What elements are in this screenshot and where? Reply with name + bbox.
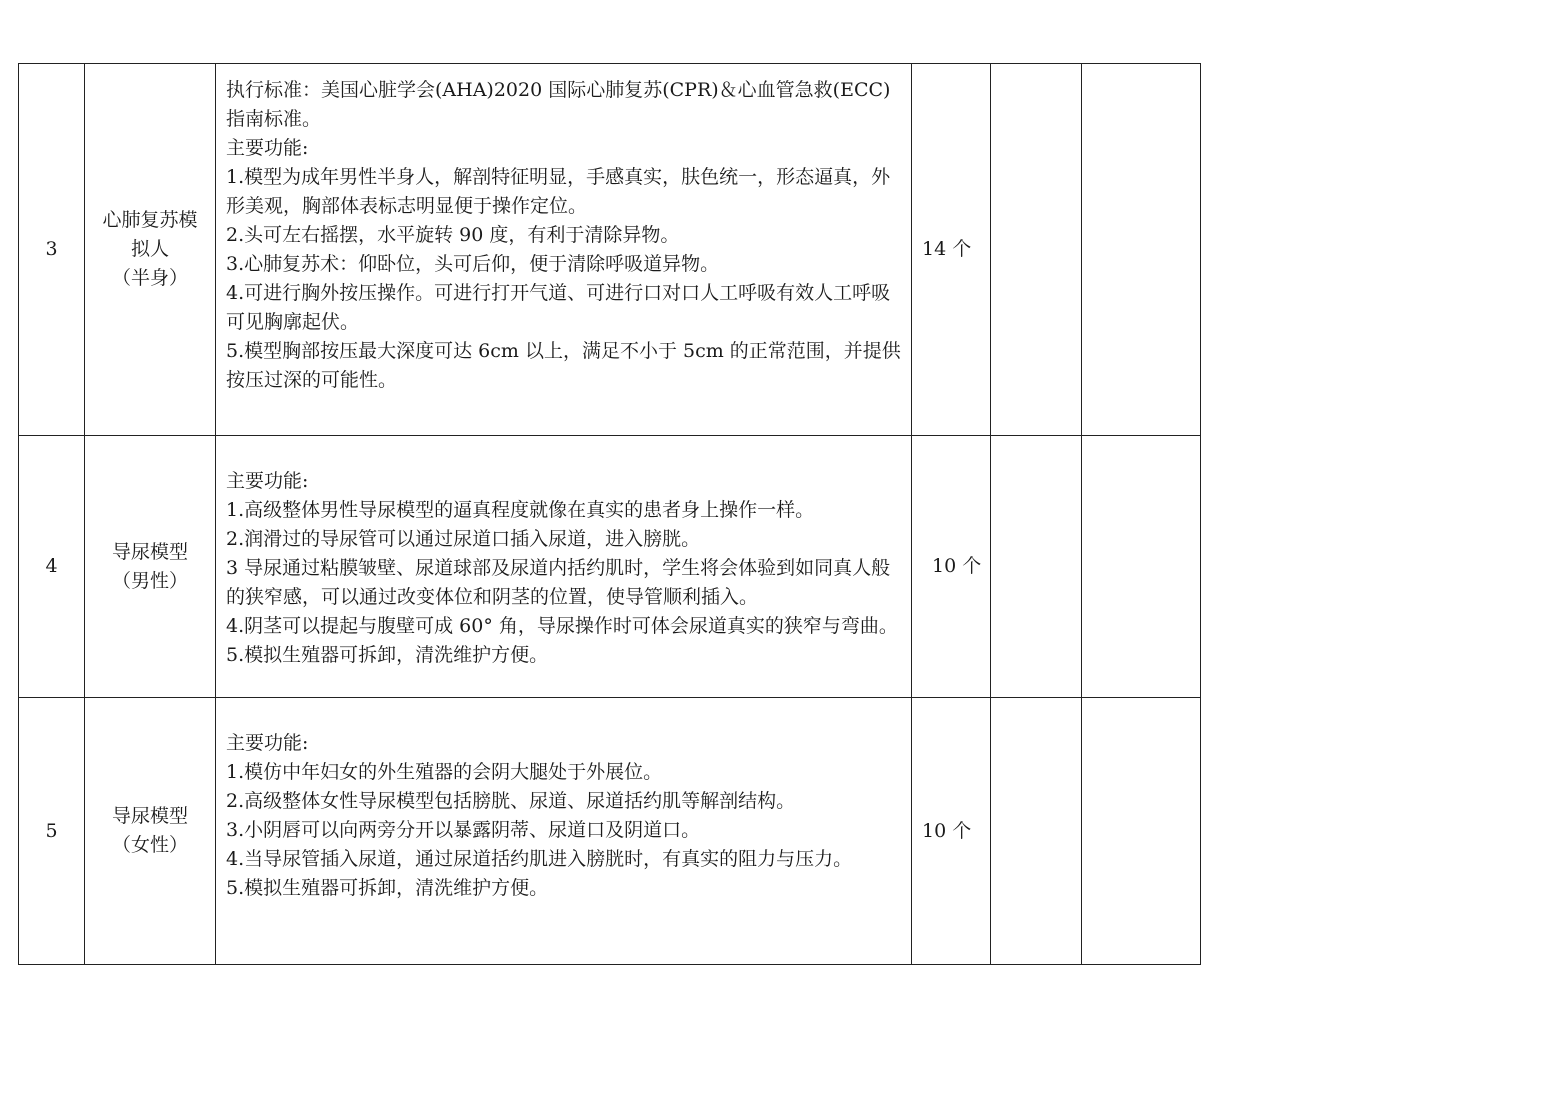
item-number: 4 [19, 436, 85, 698]
spec-table [18, 63, 1201, 965]
description-line: 主要功能: [226, 137, 309, 159]
item-name-line: 拟人 [130, 238, 169, 260]
item-name-line: 导尿模型 [111, 805, 188, 827]
description-line: 1.模型为成年男性半身人，解剖特征明显，手感真实，肤色统一，形态逼真，外形美观，胸部体表标志明显便于操作定位。 [226, 166, 891, 217]
item-quantity: 10 个 [912, 698, 991, 965]
empty-cell [991, 436, 1082, 698]
description-line: 3.小阴唇可以向两旁分开以暴露阴蒂、尿道口及阴道口。 [226, 819, 701, 841]
item-description [216, 698, 912, 965]
item-description [216, 64, 912, 436]
table-row [19, 64, 1201, 436]
item-name-line: （女性） [111, 834, 188, 856]
description-line: 主要功能: [226, 732, 309, 754]
item-name [85, 698, 216, 965]
description-line: 4.可进行胸外按压操作。可进行打开气道、可进行口对口人工呼吸有效人工呼吸可见胸廓起伏。 [226, 282, 891, 333]
item-description [216, 436, 912, 698]
description-line: 1.模仿中年妇女的外生殖器的会阴大腿处于外展位。 [226, 761, 663, 783]
empty-cell [1082, 436, 1201, 698]
empty-cell [1082, 64, 1201, 436]
description-line: 2.润滑过的导尿管可以通过尿道口插入尿道，进入膀胱。 [226, 528, 701, 550]
item-name-line: 导尿模型 [111, 540, 188, 563]
item-quantity: 10 个 [912, 436, 991, 698]
table-row [19, 698, 1201, 965]
description-line: 2.高级整体女性导尿模型包括膀胱、尿道、尿道括约肌等解剖结构。 [226, 790, 796, 812]
item-name-line: （半身） [111, 267, 188, 289]
item-name [85, 436, 216, 698]
description-line: 2.头可左右摇摆，水平旋转 90 度，有利于清除异物。 [226, 224, 680, 246]
description-line: 3.心肺复苏术：仰卧位，头可后仰，便于清除呼吸道异物。 [226, 253, 720, 275]
description-line: 执行标准：美国心脏学会(AHA)2020 国际心肺复苏(CPR)＆心血管急救(ECC)指南标准。 [226, 79, 891, 130]
item-name-line: （男性） [111, 569, 188, 592]
item-quantity: 14 个 [912, 64, 991, 436]
description-line: 4.当导尿管插入尿道，通过尿道括约肌进入膀胱时，有真实的阻力与压力。 [226, 848, 853, 870]
description-line: 5.模拟生殖器可拆卸，清洗维护方便。 [226, 644, 549, 666]
empty-cell [1082, 698, 1201, 965]
item-number: 5 [19, 698, 85, 965]
description-line: 3 导尿通过粘膜皱壁、尿道球部及尿道内括约肌时，学生将会体验到如同真人般的狭窄感，可以通过改变体位和阴茎的位置，使导管顺利插入。 [226, 557, 891, 608]
empty-cell [991, 64, 1082, 436]
table-row [19, 436, 1201, 698]
description-line: 5.模拟生殖器可拆卸，清洗维护方便。 [226, 877, 549, 899]
description-line: 主要功能: [226, 470, 309, 492]
item-name-line: 心肺复苏模 [102, 209, 198, 231]
description-line: 4.阴茎可以提起与腹壁可成 60° 角，导尿操作时可体会尿道真实的狭窄与弯曲。 [226, 615, 898, 637]
description-line: 5.模型胸部按压最大深度可达 6cm 以上，满足不小于 5cm 的正常范围，并提供按压过深的可能性。 [226, 340, 901, 391]
item-name [85, 64, 216, 436]
empty-cell [991, 698, 1082, 965]
description-line: 1.高级整体男性导尿模型的逼真程度就像在真实的患者身上操作一样。 [226, 499, 815, 521]
item-number: 3 [19, 64, 85, 436]
